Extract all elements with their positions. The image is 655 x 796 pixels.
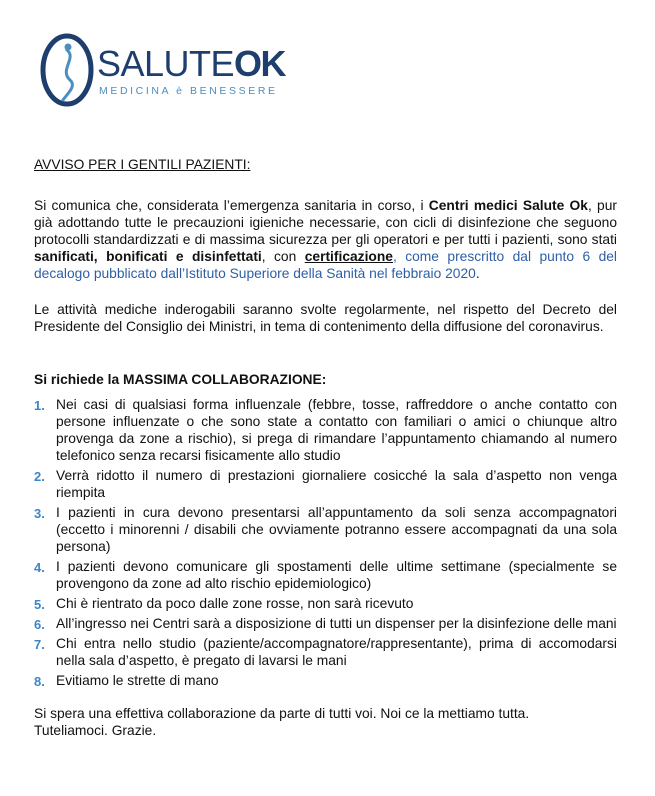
notice-heading: AVVISO PER I GENTILI PAZIENTI:	[34, 157, 251, 172]
list-item	[34, 595, 617, 612]
list-number: 4.	[34, 560, 45, 575]
list-item-text: Evitiamo le strette di mano	[56, 673, 219, 688]
closing-line-1: Si spera una effettiva collaborazione da parte di tutti voi. Noi ce la mettiamo tutta.	[34, 706, 530, 721]
list-item-text: All’ingresso nei Centri sarà a disposizione di tutti un dispenser per la disinfezione delle mani	[56, 616, 617, 631]
notice-document	[34, 156, 617, 739]
list-item-text: I pazienti in cura devono presentarsi all’appuntamento da soli senza accompagnatori (eccetto i minorenni / disabili che ovviamente potranno essere accompagnati da una sola persona)	[56, 505, 617, 554]
list-item-text: Verrà ridotto il numero di prestazioni giornaliere cosicché la sala d’aspetto non venga riempita	[56, 468, 617, 500]
list-number: 1.	[34, 398, 45, 413]
rules-list	[34, 396, 617, 689]
list-item	[34, 672, 617, 689]
intro-paragraph: Si comunica che, considerata l’emergenza sanitaria in corso, i Centri medici Salute Ok, pur già adottando tutte le precauzioni igieniche necessarie, con cicli di disinfezione che seguono protocolli standardizzati e di massima sicurezza per gli operatori e per tutti i pazienti, sono stati sanificati, bonificati e disinfettati, con certificazione, come prescritto dal punto 6 del decalogo pubblicato dall’Istituto Superiore della Sanità nel febbraio 2020.	[34, 198, 617, 281]
list-item-text: Chi entra nello studio (paziente/accompagnatore/rappresentante), prima di accomodarsi nella sala d’aspetto, è pregato di lavarsi le mani	[56, 636, 617, 668]
salute-ok-logo	[37, 30, 286, 110]
collaboration-title: Si richiede la MASSIMA COLLABORAZIONE:	[34, 372, 327, 387]
list-item	[34, 504, 617, 555]
list-number: 6.	[34, 617, 45, 632]
certification-text: certificazione	[304, 249, 393, 264]
activities-paragraph: Le attività mediche inderogabili saranno svolte regolarmente, nel rispetto del Decreto del Presidente del Consiglio dei Ministri, in tema di contenimento della diffusione del coronavirus.	[34, 302, 617, 334]
list-number: 7.	[34, 637, 45, 652]
logo-tagline: MEDICINA è BENESSERE	[99, 85, 278, 97]
closing-note	[34, 705, 617, 739]
list-item	[34, 635, 617, 669]
list-item-text: Nei casi di qualsiasi forma influenzale (febbre, tosse, raffreddore o anche contatto con persone influenzate o che sono state a contatto con familiari o amici o chiunque altro provenga da zone a rischio), si prega di rimandare l’appuntamento chiamando al numero telefonico senza recarsi fisicamente allo studio	[56, 397, 617, 463]
list-number: 2.	[34, 469, 45, 484]
decalogue-reference: , come prescritto dal punto 6 del decalogo pubblicato dall’Istituto Superiore della Sanità nel febbraio 2020	[34, 249, 617, 281]
list-item-text: Chi è rientrato da poco dalle zone rosse, non sarà ricevuto	[56, 596, 414, 611]
logo-wordmark: SALUTEOK	[97, 43, 286, 84]
list-item	[34, 615, 617, 632]
list-number: 8.	[34, 674, 45, 689]
logo-emblem-icon	[37, 30, 101, 110]
list-number: 5.	[34, 597, 45, 612]
list-item-text: I pazienti devono comunicare gli spostamenti delle ultime settimane (specialmente se provengono da zone ad alto rischio epidemiologico)	[56, 559, 617, 591]
list-number: 3.	[34, 506, 45, 521]
list-item	[34, 467, 617, 501]
closing-line-2: Tuteliamoci. Grazie.	[34, 723, 157, 738]
list-item	[34, 558, 617, 592]
list-item	[34, 396, 617, 464]
